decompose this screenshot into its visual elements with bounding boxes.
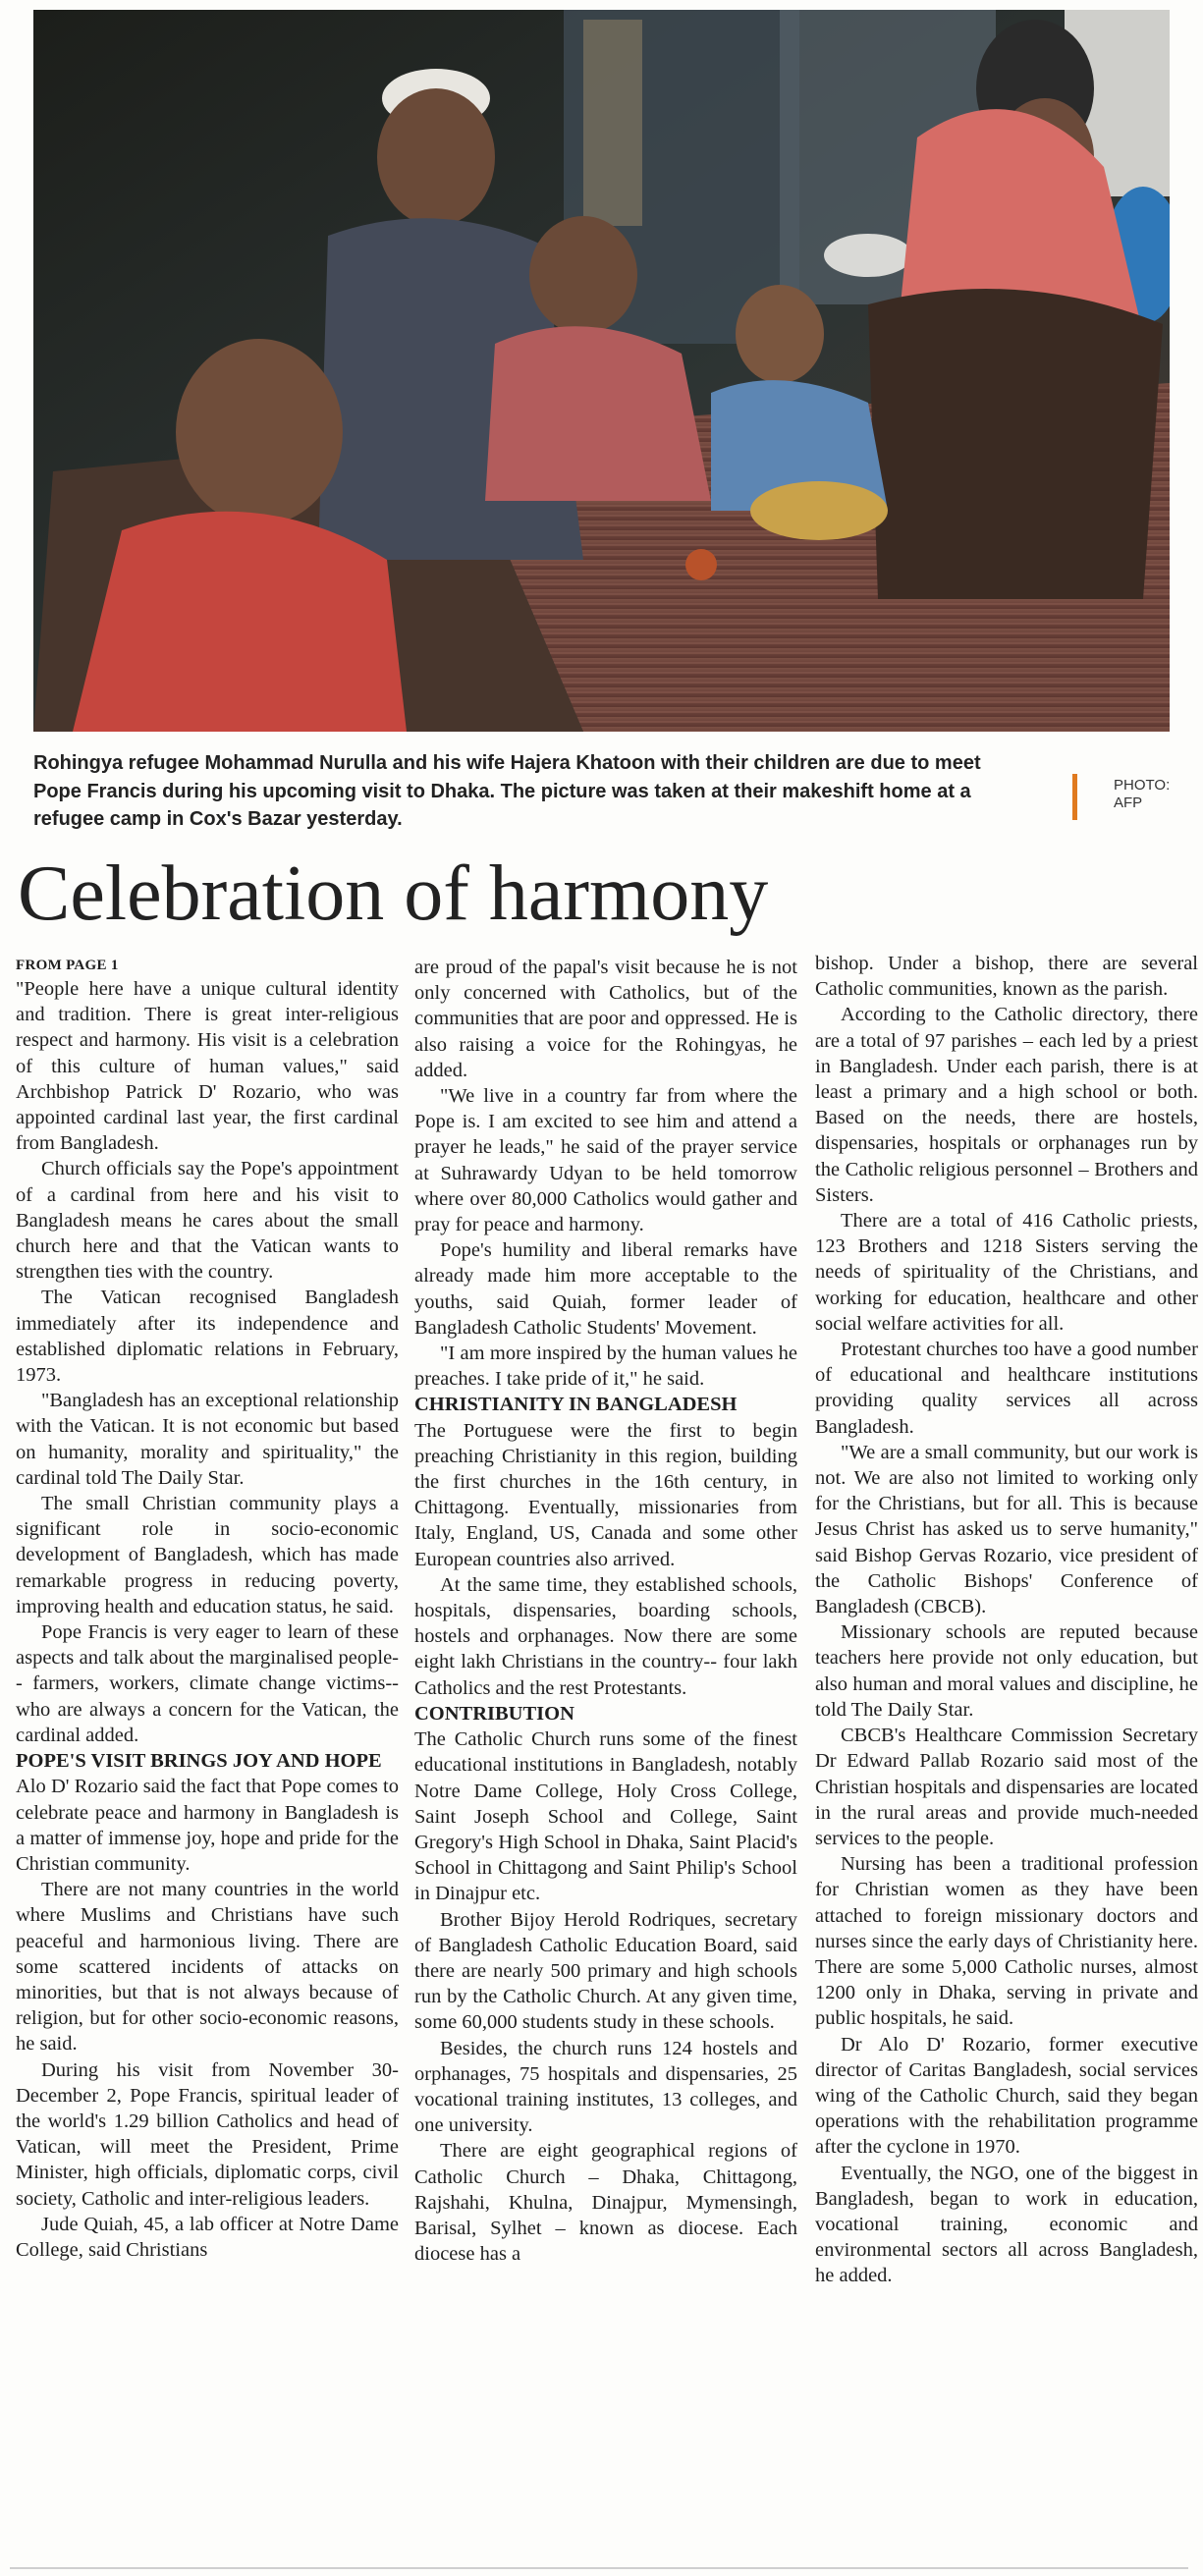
article-paragraph: There are a total of 416 Catholic priests, 123 Brothers and 1218 Sisters serving the needs of spirituality of the Christians, and working for education, healthcare and other social welfare activities for all. [815, 1210, 1198, 1335]
article-paragraph: "I am more inspired by the human values he preaches. I take pride of it," he said. [414, 1343, 797, 1391]
article-paragraph: CBCB's Healthcare Commission Secretary Dr Edward Pallab Rozario said most of the Christian hospitals and dispensaries are located in the rural areas and provide much-needed services to the people. [815, 1725, 1198, 1849]
credit-divider [1072, 774, 1077, 820]
article-paragraph: Protestant churches too have a good number of educational and healthcare institutions providing quality services all across Bangladesh. [815, 1339, 1198, 1438]
article-paragraph: There are eight geographical regions of Catholic Church – Dhaka, Chittagong, Rajshahi, Khulna, Dinajpur, Mymensingh, Barisal, Sylhet – known as diocese. Each diocese has a [414, 2140, 797, 2266]
article-paragraph: Besides, the church runs 124 hostels and orphanages, 75 hospitals and dispensaries, 25 vocational training institutes, 13 colleges, and one university. [414, 2037, 797, 2137]
article-paragraph: Alo D' Rozario said the fact that Pope comes to celebrate peace and harmony in Bangladesh is a matter of immense joy, hope and pride for the Christian community. [16, 1776, 399, 1875]
article-paragraph: Missionary schools are reputed because teachers here provide not only education, but also human and moral values and discipline, he told The Daily Star. [815, 1621, 1198, 1721]
article-paragraph: According to the Catholic directory, there are a total of 97 parishes – each led by a priest in Bangladesh. Under each parish, there is at least a primary and a high school or both. Based on the needs, there are hostels, dispensaries, hospitals or orphanages run by the Catholic religious personnel – Brothers and Sisters. [815, 1004, 1198, 1206]
article-paragraph: The Catholic Church runs some of the finest educational institutions in Bangladesh, notably Notre Dame College, Holy Cross College, Saint Joseph School and College, Saint Gregory's High School in Dhaka, Saint Placid's School in Chittagong and Saint Philip's School in Dinajpur etc. [414, 1728, 797, 1905]
article-paragraph: Jude Quiah, 45, a lab officer at Notre Dame College, said Christians [16, 2213, 399, 2261]
article-paragraph: "Bangladesh has an exceptional relationship with the Vatican. It is not economic but based on humanity, morality and spirituality," the cardinal told The Daily Star. [16, 1390, 399, 1489]
news-photo [33, 10, 1170, 732]
section-heading: CONTRIBUTION [414, 1702, 574, 1725]
section-heading: POPE'S VISIT BRINGS JOY AND HOPE [16, 1750, 382, 1773]
article-paragraph: The Portuguese were the first to begin preaching Christianity in this region, building the first churches in the 16th century, in Chittagong. Eventually, missionaries from Italy, England, US, Canada and some other European countries also arrived. [414, 1419, 797, 1570]
section-heading: CHRISTIANITY IN BANGLADESH [414, 1394, 738, 1416]
article-paragraph: Nursing has been a traditional profession for Christian women as they have been attached to foreign missionary doctors and nurses since the early days of Christianity here. There are some 5,000 Catholic nurses, almost 1200 only in Dhaka, serving in private and public hospitals, he said. [815, 1853, 1198, 2030]
article-paragraph: bishop. Under a bishop, there are several Catholic communities, known as the parish. [815, 953, 1198, 1001]
photo-credit-label: PHOTO: [1114, 777, 1171, 794]
article-kicker: FROM PAGE 1 [16, 958, 119, 973]
article-paragraph: There are not many countries in the world where Muslims and Christians have such peaceful and harmonious living. There are some scattered incidents of attacks on minorities, but that is not always because of religion, but for other socio-economic reasons, he said. [16, 1879, 399, 2055]
article-paragraph: Eventually, the NGO, one of the biggest in Bangladesh, began to work in education, vocational training, economic and environmental sectors all across Bangladesh, he added. [815, 2162, 1198, 2287]
article-paragraph: "People here have a unique cultural identity and tradition. There is great inter-religious respect and harmony. His visit is a celebration of this culture of human values," said Archbishop Patrick D' Rozario, who was appointed cardinal last year, the first cardinal from Bangladesh. [16, 978, 399, 1155]
article-paragraph: The Vatican recognised Bangladesh immediately after its independence and established diplomatic relations in February, 1973. [16, 1287, 399, 1387]
article-paragraph: are proud of the papal's visit because he is not only concerned with Catholics, but of the communities that are poor and oppressed. He is also raising a voice for the Rohingyas, he added. [414, 957, 797, 1081]
article-paragraph: Brother Bijoy Herold Rodriques, secretary of Bangladesh Catholic Education Board, said there are nearly 500 primary and high schools run by the Catholic Church. At any given time, some 60,000 students study in these schools. [414, 1908, 797, 2034]
article-paragraph: The small Christian community plays a significant role in socio-economic development of Bangladesh, which has made remarkable progress in reducing poverty, improving health and education status, he said. [16, 1493, 399, 1617]
article-headline: Celebration of harmony [18, 850, 769, 937]
article-column-1 [16, 955, 399, 2263]
article-paragraph: "We are a small community, but our work is not. We are also not limited to working only for the Christians, but for all. This is because Jesus Christ has asked us to serve humanity," said Bishop Gervas Rozario, vice president of the Catholic Bishops' Conference of Bangladesh (CBCB). [815, 1441, 1198, 1618]
article-column-3 [815, 951, 1198, 2289]
article-paragraph: At the same time, they established schools, hospitals, dispensaries, boarding schools, hostels and orphanages. Now there are some eight lakh Christians in the country-- four lakh Catholics and the rest Protestants. [414, 1573, 797, 1699]
article-paragraph: Church officials say the Pope's appointment of a cardinal from here and his visit to Bangladesh means he cares about the small church here and that the Vatican wants to strengthen ties with the country. [16, 1158, 399, 1284]
article-column-2 [414, 955, 797, 2267]
article-paragraph: During his visit from November 30-December 2, Pope Francis, spiritual leader of the world's 1.29 billion Catholics and head of Vatican, will meet the President, Prime Minister, high officials, diplomatic corps, civil society, Catholic and inter-religious leaders. [16, 2058, 399, 2210]
article-paragraph: Pope's humility and liberal remarks have already made him more acceptable to the youths, said Quiah, former leader of Bangladesh Catholic Students' Movement. [414, 1239, 797, 1339]
article-paragraph: "We live in a country far from where the Pope is. I am excited to see him and attend a prayer he leads," he said of the prayer service at Suhrawardy Udyan to be held tomorrow where over 80,000 Catholics would gather and pray for peace and harmony. [414, 1085, 797, 1236]
article-paragraph: Pope Francis is very eager to learn of these aspects and talk about the marginalised people-- farmers, workers, climate change victims-- who are always a concern for the Vatican, the cardinal added. [16, 1621, 399, 1746]
article-paragraph: Dr Alo D' Rozario, former executive director of Caritas Bangladesh, social services wing of the Catholic Church, said they began operations with the rehabilitation programme after the cyclone in 1970. [815, 2033, 1198, 2159]
bottom-rule [10, 2567, 1188, 2569]
photo-credit [1114, 777, 1170, 812]
photo-caption: Rohingya refugee Mohammad Nurulla and his wife Hajera Khatoon with their children are due to meet Pope Francis during his upcoming visit to Dhaka. The picture was taken at their makeshift home at a refugee camp in Cox's Bazar yesterday. [33, 752, 981, 830]
photo-credit-source: AFP [1114, 795, 1143, 811]
